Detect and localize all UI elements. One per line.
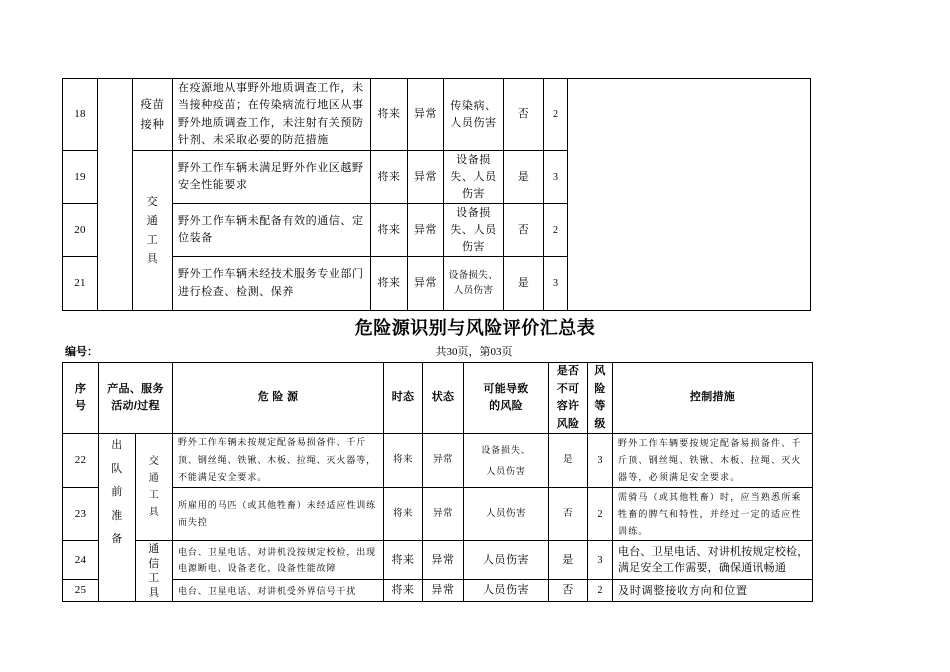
header-activity [99, 363, 173, 434]
risk-cell: 设备损失、人员伤害 [444, 257, 504, 311]
state-cell: 异常 [408, 151, 444, 204]
hazard-cell: 电台、卫星电话、对讲机没按规定校检，出现电源断电、设备老化、设备性能故障 [173, 541, 384, 580]
row-number: 22 [63, 434, 99, 488]
intolerable-cell: 是 [504, 257, 544, 311]
table-row [63, 434, 813, 488]
table-row [63, 79, 811, 151]
state-cell: 异常 [408, 204, 444, 257]
control-cell: 需骑马（或其他牲畜）时，应当熟悉所乘牲畜的脾气和特性，并经过一定的适应性训练。 [613, 488, 813, 541]
intolerable-cell: 是 [504, 151, 544, 204]
subcategory-cell [133, 151, 173, 311]
header-risk-label: 可能导致的风险 [483, 382, 529, 412]
intolerable-cell: 是 [549, 434, 588, 488]
header-level [588, 363, 613, 434]
row-number: 24 [63, 541, 99, 580]
table-body [63, 79, 811, 311]
tense-cell: 将来 [384, 580, 423, 602]
header-state: 状态 [423, 363, 464, 434]
subcategory-transport: 交通工具 [146, 195, 159, 265]
level-cell: 2 [544, 79, 568, 151]
level-cell: 3 [588, 541, 613, 580]
hazard-cell: 在疫源地从事野外地质调查工作，未当接种疫苗；在传染病流行地区从事野外地质调查工作，未注射有关预防针剂、未采取必要的防范措施 [173, 79, 371, 151]
tense-cell: 将来 [384, 488, 423, 541]
page-count: 共30页，第03页 [435, 346, 513, 358]
header-level-label: 风险等级 [594, 365, 606, 430]
header-hazard: 危 险 源 [173, 363, 384, 434]
hazard-cell: 野外工作车辆未配备有效的通信、定位装备 [173, 204, 371, 257]
header-intolerable [549, 363, 588, 434]
hazard-cell: 所雇用的马匹（或其他牲畜）未经适应性训练而失控 [173, 488, 384, 541]
subcategory-transport: 交通工具 [148, 456, 160, 518]
subcategory-cell [136, 434, 173, 541]
hazard-cell: 野外工作车辆未按规定配备易损备件、千斤顶、钢丝绳、铁锹、木板、拉绳、灭火器等，不能满足安全要求。 [173, 434, 384, 488]
subcategory-cell [136, 541, 173, 602]
intolerable-cell: 是 [549, 541, 588, 580]
state-cell: 异常 [423, 488, 464, 541]
tense-cell: 将来 [371, 151, 408, 204]
activity-cell-empty [98, 79, 133, 311]
page-title: 危险源识别与风险评价汇总表 [354, 318, 596, 338]
intolerable-cell: 否 [504, 204, 544, 257]
risk-label: 设备损失、人员伤害 [481, 444, 531, 476]
state-cell: 异常 [423, 541, 464, 580]
table-row [63, 488, 813, 541]
control-cell: 野外工作车辆要按规定配备易损备件、千斤顶、钢丝绳、铁锹、木板、拉绳、灭火器等，必须满足安全要求。 [613, 434, 813, 488]
document-number-label: 编号： [65, 346, 98, 358]
risk-cell [464, 434, 549, 488]
hazard-cell: 野外工作车辆未满足野外作业区越野安全性能要求 [173, 151, 371, 204]
state-cell: 异常 [408, 79, 444, 151]
tense-cell: 将来 [371, 79, 408, 151]
row-number: 21 [63, 257, 98, 311]
header-intolerable-label: 是否不可容许风险 [556, 365, 580, 430]
level-cell: 3 [544, 151, 568, 204]
control-cell: 电台、卫星电话、对讲机按规定校检，满足安全工作需要，确保通讯畅通 [613, 541, 813, 580]
header-risk [464, 363, 549, 434]
row-number: 25 [63, 580, 99, 602]
subcategory-communication: 通信工具 [148, 543, 160, 599]
tense-cell: 将来 [371, 257, 408, 311]
risk-cell: 人员伤害 [464, 580, 549, 602]
control-cell: 及时调整接收方向和位置 [613, 580, 813, 602]
row-number: 18 [63, 79, 98, 151]
risk-cell: 人员伤害 [464, 488, 549, 541]
risk-cell: 设备损失、人员伤害 [444, 204, 504, 257]
risk-cell: 传染病、人员伤害 [444, 79, 504, 151]
subcategory-vaccination: 疫苗接种 [140, 98, 165, 131]
state-cell: 异常 [423, 580, 464, 602]
state-cell: 异常 [408, 257, 444, 311]
level-cell: 3 [588, 434, 613, 488]
header-tense: 时态 [384, 363, 423, 434]
table-header [63, 363, 813, 434]
table-row [63, 580, 813, 602]
hazard-cell: 电台、卫星电话、对讲机受外界信号干扰 [173, 580, 384, 602]
table-row [63, 541, 813, 580]
header-no [63, 363, 99, 434]
activity-cell [99, 434, 136, 602]
header-row [63, 363, 813, 434]
level-cell: 2 [588, 488, 613, 541]
level-cell: 3 [544, 257, 568, 311]
tense-cell: 将来 [371, 204, 408, 257]
row-number: 20 [63, 204, 98, 257]
hazard-summary-table [62, 362, 813, 602]
control-cell-empty [568, 79, 811, 311]
continued-hazard-table [62, 78, 811, 311]
intolerable-cell: 否 [504, 79, 544, 151]
row-number: 23 [63, 488, 99, 541]
header-activity-label: 产品、服务活动/过程 [107, 382, 164, 412]
level-cell: 2 [544, 204, 568, 257]
intolerable-cell: 否 [549, 580, 588, 602]
risk-cell: 人员伤害 [464, 541, 549, 580]
risk-cell: 设备损失、人员伤害 [444, 151, 504, 204]
state-cell: 异常 [423, 434, 464, 488]
table-body [63, 434, 813, 602]
header-control: 控制措施 [613, 363, 813, 434]
tense-cell: 将来 [384, 434, 423, 488]
intolerable-cell: 否 [549, 488, 588, 541]
subcategory-cell [133, 79, 173, 151]
hazard-cell: 野外工作车辆未经技术服务专业部门进行检查、检测、保养 [173, 257, 371, 311]
row-number: 19 [63, 151, 98, 204]
header-no-label: 序号 [74, 382, 87, 412]
tense-cell: 将来 [384, 541, 423, 580]
level-cell: 2 [588, 580, 613, 602]
activity-label: 出队前准备 [111, 439, 123, 545]
